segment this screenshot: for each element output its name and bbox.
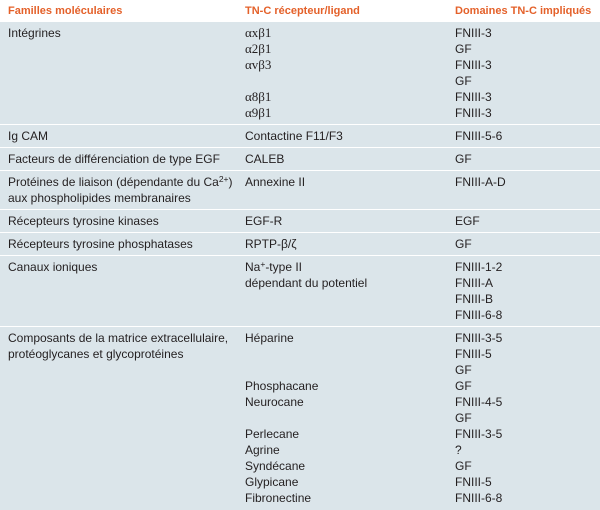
ligand-name: αxβ1: [245, 25, 272, 40]
family-cell: [0, 330, 240, 506]
family-name: Intégrines: [8, 26, 61, 40]
family-name-continued: aux phospholipides membranaires: [8, 191, 191, 205]
domain-cell: [452, 151, 600, 167]
domain-name: FNIII-3: [455, 106, 492, 120]
table-row-ion-channels: [0, 256, 600, 327]
ligand-name: α8β1: [245, 89, 272, 104]
ligand-name: Phosphacane: [245, 379, 319, 393]
ligand-name: RPTP-β/ζ: [245, 237, 297, 251]
ligand-name: Glypicane: [245, 475, 299, 489]
domain-cell: [452, 236, 600, 252]
family-cell: [0, 25, 240, 121]
header-tnc-receptor-ligand: TN-C récepteur/ligand: [245, 5, 360, 17]
domain-name: FNIII-6-8: [455, 491, 503, 505]
domain-name: FNIII-1-2: [455, 260, 503, 274]
domain-name: FNIII-3-5: [455, 331, 503, 345]
domain-name: GF: [455, 237, 472, 251]
family-name: Canaux ioniques: [8, 260, 98, 274]
ligand-cell: [240, 236, 452, 252]
empty-ligand-slot: [245, 346, 452, 362]
family-name: Composants de la matrice extracellulaire, protéoglycanes et glycoprotéines: [8, 331, 229, 361]
ligand-name: α9β1: [245, 105, 272, 120]
table-row-phospholipid-binding-proteins: [0, 171, 600, 210]
domain-name: FNIII-4-5: [455, 395, 503, 409]
domain-name: GF: [455, 152, 472, 166]
ligand-cell: [240, 213, 452, 229]
domain-cell: [452, 25, 600, 121]
table-header-row: [0, 0, 600, 22]
domain-name: FNIII-5: [455, 347, 492, 361]
domain-name: FNIII-3: [455, 26, 492, 40]
family-name-text-after: ): [228, 175, 233, 189]
ligand-name: αvβ3: [245, 57, 272, 72]
domain-name: FNIII-5-6: [455, 129, 503, 143]
domain-name: FNIII-5: [455, 475, 492, 489]
domain-cell: [452, 128, 600, 144]
ligand-cell: [240, 151, 452, 167]
ligand-name: CALEB: [245, 152, 285, 166]
domain-name: FNIII-B: [455, 292, 493, 306]
domain-name: EGF: [455, 214, 480, 228]
table-row-extracellular-matrix-components: [0, 327, 600, 509]
ligand-name: α2β1: [245, 41, 272, 56]
domain-cell: [452, 330, 600, 506]
domain-name: FNIII-A: [455, 276, 493, 290]
table-row-ig-cam: [0, 125, 600, 148]
ligand-name: Annexine II: [245, 175, 306, 189]
ligand-name: Contactine F11/F3: [245, 129, 343, 143]
ligand-name: EGF-R: [245, 214, 283, 228]
domain-name: FNIII-3: [455, 90, 492, 104]
domain-name: GF: [455, 363, 472, 377]
domain-cell: [452, 174, 600, 206]
header-tnc-domains: Domaines TN-C impliqués: [455, 5, 592, 17]
ligand-name: Neurocane: [245, 395, 304, 409]
ligand-name-text-after: -type II: [265, 260, 302, 274]
domain-name: GF: [455, 411, 472, 425]
domain-name: FNIII-3: [455, 58, 492, 72]
domain-cell: [452, 259, 600, 323]
domain-cell: [452, 213, 600, 229]
ligand-name: Héparine: [245, 331, 294, 345]
empty-ligand-slot: [245, 73, 452, 89]
ligand-cell: [240, 25, 452, 121]
family-cell: [0, 151, 240, 167]
ligand-cell: [240, 330, 452, 506]
family-cell: [0, 236, 240, 252]
empty-ligand-slot: [245, 410, 452, 426]
ligand-name: dépendant du potentiel: [245, 276, 368, 290]
domain-name: GF: [455, 459, 472, 473]
ligand-cell: [240, 128, 452, 144]
empty-ligand-slot: [245, 291, 452, 307]
family-name: [8, 174, 236, 190]
family-cell: [0, 213, 240, 229]
family-name: Récepteurs tyrosine phosphatases: [8, 237, 193, 251]
empty-ligand-slot: [245, 307, 452, 323]
family-cell: [0, 174, 240, 206]
family-name-text: Protéines de liaison (dépendante du Ca: [8, 175, 219, 189]
ligand-cell: [240, 174, 452, 206]
domain-name: FNIII-A-D: [455, 175, 506, 189]
table-row-tyrosine-kinase-receptors: [0, 210, 600, 233]
ligand-name: Syndécane: [245, 459, 306, 473]
domain-name: GF: [455, 42, 472, 56]
empty-ligand-slot: [245, 362, 452, 378]
family-cell: [0, 128, 240, 144]
domain-name: GF: [455, 74, 472, 88]
domain-name: ?: [455, 443, 462, 457]
domain-name: FNIII-6-8: [455, 308, 503, 322]
table-row-integrines: [0, 22, 600, 125]
ligand-name: [245, 259, 452, 275]
ligand-name-text: Na: [245, 260, 261, 274]
family-name: Récepteurs tyrosine kinases: [8, 214, 159, 228]
sodium-charge-superscript: +: [260, 259, 266, 269]
domain-name: FNIII-3-5: [455, 427, 503, 441]
table-row-tyrosine-phosphatase-receptors: [0, 233, 600, 256]
family-name: Facteurs de différenciation de type EGF: [8, 152, 220, 166]
calcium-charge-superscript: 2+: [218, 174, 229, 184]
ligand-cell: [240, 259, 452, 323]
ligand-name: Fibronectine: [245, 491, 312, 505]
family-cell: [0, 259, 240, 323]
table-row-egf-differentiation-factors: [0, 148, 600, 171]
family-name: Ig CAM: [8, 129, 49, 143]
ligand-name: Perlecane: [245, 427, 300, 441]
ligand-name: Agrine: [245, 443, 280, 457]
header-molecular-families: Familles moléculaires: [8, 5, 123, 17]
domain-name: GF: [455, 379, 472, 393]
